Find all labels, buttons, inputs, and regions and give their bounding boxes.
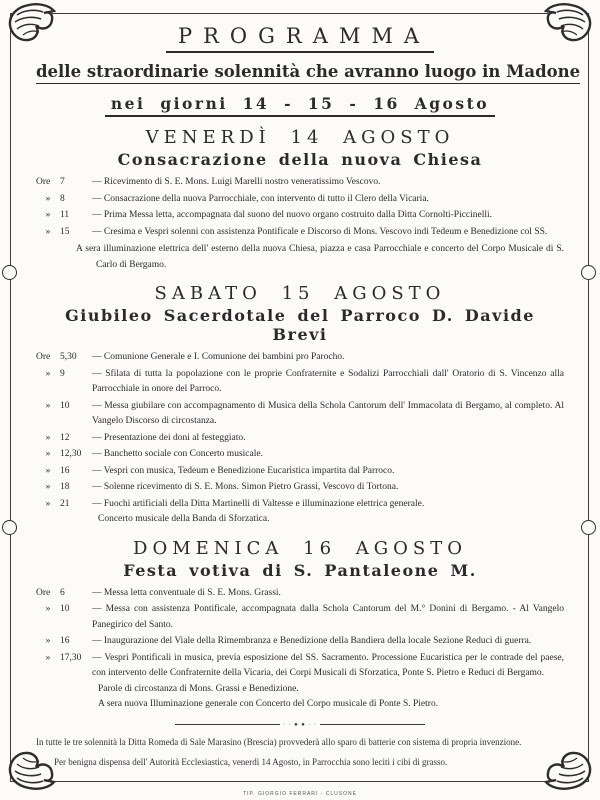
time-label <box>36 350 92 366</box>
footnotes <box>36 735 564 770</box>
time-value: 9 <box>60 368 65 379</box>
item-text: — Solenne ricevimento di S. E. Mons. Simon Pietro Grassi, Vescovo di Tortona. <box>92 482 399 492</box>
time-value: 21 <box>60 498 70 509</box>
time-value: 5,30 <box>60 352 77 362</box>
item-text: — Ricevimento di S. E. Mons. Luigi Marelli nostro veneratissimo Vescovo. <box>92 177 381 187</box>
time-label <box>36 634 92 650</box>
item-text: — Prima Messa letta, accompagnata dal suono del nuovo organo costruito dalla Ditta Cornolti-Piccinelli. <box>92 210 493 220</box>
schedule-item <box>36 651 564 713</box>
schedule-item <box>36 447 564 463</box>
time-prefix: » <box>45 652 51 663</box>
program-header <box>36 24 581 117</box>
section-divider <box>175 722 425 728</box>
item-text: — Vespri Pontificali in musica, previa esposizione del SS. Sacramento. Processione Eucaristica per le contrade del paese, con intervento delle Confraternite della Vicaria, dei Corpi Musicali di Sforzatica, Ponte S. Pietro e Reduci di Bergamo. Parole di circostanza di Mons. Grassi e Benedizione. A sera nuova Illuminazione generale con Concerto del Corpo musicale di Ponte S. Pietro. <box>92 651 564 713</box>
item-text: — Messa giubilare con accompagnamento di Musica della Schola Cantorum dell' Immacolata di Bergamo, al completo. Al Vangelo Discorso di circostanza. <box>92 400 564 426</box>
schedule-item <box>36 208 564 224</box>
schedule-list <box>36 350 564 528</box>
day-subheading: Giubileo Sacerdotale del Parroco D. Davide Brevi <box>65 306 535 344</box>
time-value: 8 <box>60 193 65 204</box>
item-text: — Fuochi artificiali della Ditta Martinelli di Valtesse e illuminazione elettrica generale. Concerto musicale della Banda di Sforzatica. <box>92 497 564 528</box>
time-prefix: » <box>45 449 51 459</box>
time-prefix: » <box>45 604 51 614</box>
time-value: 12,30 <box>60 449 82 459</box>
time-value: 12 <box>60 432 70 443</box>
divider-ornament-icon: · · ● ● · · <box>283 721 317 728</box>
time-label <box>36 447 92 463</box>
printer-mark: TIP. GIORGIO FERRARI - CLUSONE <box>243 791 357 797</box>
time-label <box>36 497 92 528</box>
divider-line <box>320 724 425 725</box>
time-label <box>36 651 92 713</box>
time-prefix: » <box>45 636 51 646</box>
item-text: — Presentazione dei doni al festeggiato. <box>92 432 246 443</box>
schedule-item <box>36 497 564 528</box>
schedule-item <box>36 225 564 241</box>
time-value: 7 <box>60 177 65 187</box>
day-section <box>36 283 564 528</box>
day-heading: VENERDÌ 14 AGOSTO <box>145 127 455 148</box>
item-text: — Sfilata di tutta la popolazione con le proprie Confraternite e Sodalizi Parrocchiali dall' Oratorio di S. Vincenzo alla Parrocchiale in onore del Parroco. <box>92 368 564 394</box>
item-text: — Comunione Generale e I. Comunione dei bambini pro Parocho. <box>92 352 345 362</box>
footnote-dispensa: Per benigna dispensa dell' Autorità Ecclesiastica, venerdì 14 Agosto, in Parrocchia sono leciti i cibi di grasso. <box>54 757 448 767</box>
time-prefix: » <box>45 482 51 492</box>
time-value: 18 <box>60 482 70 492</box>
time-label <box>36 225 92 241</box>
day-sections <box>36 127 564 713</box>
time-label <box>36 175 92 191</box>
schedule-list <box>36 586 564 713</box>
divider-line <box>175 724 280 725</box>
time-prefix: » <box>45 400 51 411</box>
schedule-item <box>36 350 564 366</box>
program-subtitle: delle straordinarie solennità che avranno luogo in Madone <box>36 62 580 84</box>
day-heading: SABATO 15 AGOSTO <box>154 283 446 304</box>
program-dates: nei giorni 14 - 15 - 16 Agosto <box>105 94 495 117</box>
time-prefix: » <box>45 465 51 476</box>
day-section <box>36 538 564 713</box>
item-text: — Inaugurazione del Viale della Rimembranza e Benedizione della Bandiera della locale Sezione Reduci di guerra. <box>92 636 532 646</box>
schedule-item <box>36 464 564 480</box>
time-label <box>36 431 92 447</box>
schedule-item <box>36 586 564 602</box>
time-label <box>36 367 92 398</box>
item-text: — Cresima e Vespri solenni con assistenza Pontificale e Discorso di Mons. Vescovo indi Tedeum e Benedizione col SS. <box>92 226 548 237</box>
time-prefix: » <box>45 193 51 204</box>
time-label <box>36 602 92 633</box>
item-extra-line: Concerto musicale della Banda di Sforzatica. <box>98 514 270 524</box>
item-extra-line: Parole di circostanza di Mons. Grassi e Benedizione. <box>98 683 299 694</box>
day-section <box>36 127 564 273</box>
time-label <box>36 464 92 480</box>
schedule-list <box>36 175 564 273</box>
item-text: — Banchetto sociale con Concerto musicale. <box>92 449 263 459</box>
time-value: 16 <box>60 636 70 646</box>
schedule-item <box>36 367 564 398</box>
time-prefix: » <box>45 368 51 379</box>
time-value: 11 <box>60 210 70 220</box>
time-label <box>36 480 92 496</box>
time-value: 10 <box>60 604 70 614</box>
program-title: PROGRAMMA <box>166 24 434 53</box>
time-value: 17,30 <box>60 652 82 663</box>
time-label <box>36 399 92 430</box>
schedule-item <box>36 399 564 430</box>
schedule-item <box>36 431 564 447</box>
time-value: 10 <box>60 400 70 411</box>
time-prefix: Ore <box>36 352 51 362</box>
day-subheading: Festa votiva di S. Pantaleone M. <box>123 560 477 580</box>
item-text: — Vespri con musica, Tedeum e Benedizione Eucaristica impartita dal Parroco. <box>92 465 395 476</box>
time-label <box>36 208 92 224</box>
schedule-item <box>36 175 564 191</box>
day-heading: DOMENICA 16 AGOSTO <box>133 537 467 559</box>
schedule-item <box>36 480 564 496</box>
time-prefix: » <box>45 498 51 509</box>
time-prefix: » <box>45 226 51 237</box>
time-label <box>36 586 92 602</box>
time-prefix: » <box>45 432 51 443</box>
schedule-item <box>36 634 564 650</box>
schedule-item <box>36 192 564 208</box>
item-text: — Messa letta conventuale di S. E. Mons. Grassi. <box>92 587 281 598</box>
item-extra-line: A sera nuova Illuminazione generale con Concerto del Corpo musicale di Ponte S. Pietro. <box>98 699 439 709</box>
schedule-item <box>36 602 564 633</box>
time-value: 15 <box>60 226 70 237</box>
footnote-fireworks: In tutte le tre solennità la Ditta Romeda di Sale Marasino (Brescia) provvederà allo sparo di batterie con sistema di propria invenzione. <box>36 736 522 747</box>
time-label <box>36 192 92 208</box>
item-text: — Messa con assistenza Pontificale, accompagnata dalla Schola Cantorum del M.° Donini di Bergamo. - Al Vangelo Panegirico del Santo. <box>92 604 564 630</box>
time-value: 16 <box>60 465 70 476</box>
item-text: — Consacrazione della nuova Parrocchiale, con intervento di tutto il Clero della Vicaria. <box>92 193 429 204</box>
time-prefix: Ore <box>36 177 51 187</box>
time-prefix: » <box>45 210 51 220</box>
time-value: 6 <box>60 587 65 598</box>
day-subheading: Consacrazione della nuova Chiesa <box>117 150 483 169</box>
time-prefix: Ore <box>36 587 51 598</box>
schedule-note: A sera illuminazione elettrica dell' esterno della nuova Chiesa, piazza e casa Parrocchiale e concerto del Corpo Musicale di S. Carlo di Bergamo. <box>76 244 564 270</box>
